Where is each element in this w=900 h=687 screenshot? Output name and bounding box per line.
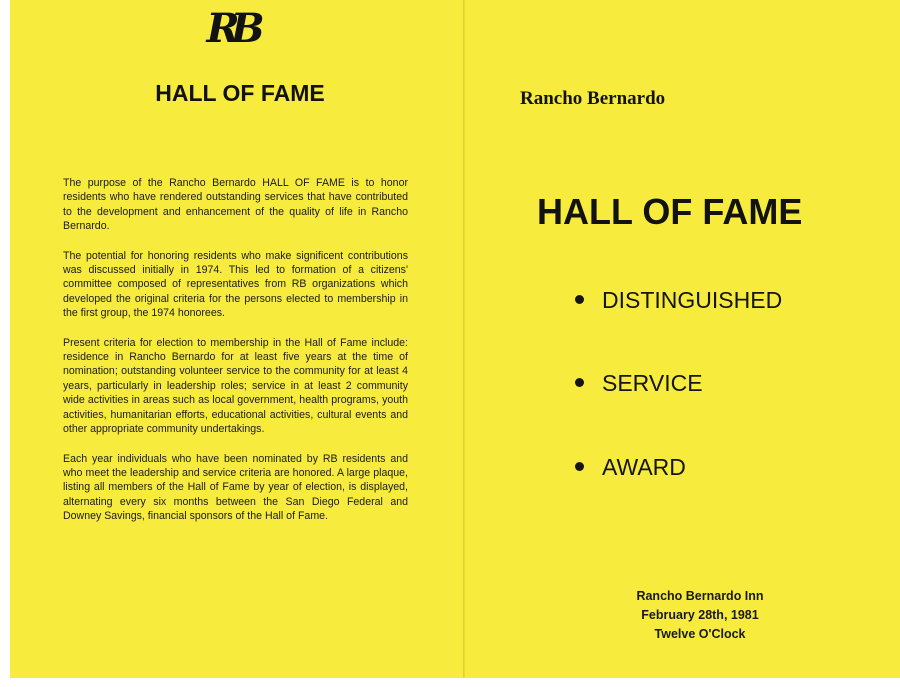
history-paragraph: The potential for honoring residents who make significent contributions was discussed initially in 1974. This led to formation of a citizens' committee composed of representatives from RB organizations which developed the original criteria for the persons elected to membership in the first group, the 1974 honorees. (63, 249, 408, 320)
bullet-icon (575, 462, 584, 471)
award-word-label: AWARD (602, 454, 686, 480)
honors-paragraph: Each year individuals who have been nominated by RB residents and who meet the leadership and service criteria are honored. A large plaque, listing all members of the Hall of Fame by year of election, is displayed, alternating every six months between the San Diego Federal and Downey Savings, financial sponsors of the Hall of Fame. (63, 452, 408, 523)
organization-name: Rancho Bernardo (520, 88, 666, 109)
award-word-label: DISTINGUISHED (602, 287, 783, 313)
left-panel-title: HALL OF FAME (155, 80, 325, 106)
award-word-distinguished (575, 287, 782, 314)
event-date: February 28th, 1981 (641, 608, 759, 622)
purpose-text (63, 176, 408, 539)
cover-title: HALL OF FAME (537, 191, 803, 232)
event-venue: Rancho Bernardo Inn (636, 589, 764, 603)
purpose-paragraph: The purpose of the Rancho Bernardo HALL OF FAME is to honor residents who have rendered outstanding services that have contributed to the development and enhancement of the quality of life in Rancho Bernardo. (63, 177, 408, 233)
rb-monogram-logo: RB (206, 5, 256, 52)
right-panel (465, 0, 900, 678)
award-word-label: SERVICE (602, 370, 703, 396)
criteria-paragraph: Present criteria for election to membership in the Hall of Fame include: residence in Rancho Bernardo for at least five years at the time of nomination; outstanding volunteer service to the community for at least 4 years, particularly in leadership roles; service in at least 2 community wide activities in areas such as local government, health programs, youth activities, humanitarian efforts, educational activities, cultural events and other appropriate community undertakings. (63, 336, 408, 436)
left-panel (10, 0, 463, 678)
event-details (600, 587, 800, 644)
bullet-icon (575, 295, 584, 304)
award-word-award (575, 454, 686, 481)
award-word-service (575, 370, 703, 397)
event-time: Twelve O'Clock (654, 627, 746, 641)
bullet-icon (575, 378, 584, 387)
